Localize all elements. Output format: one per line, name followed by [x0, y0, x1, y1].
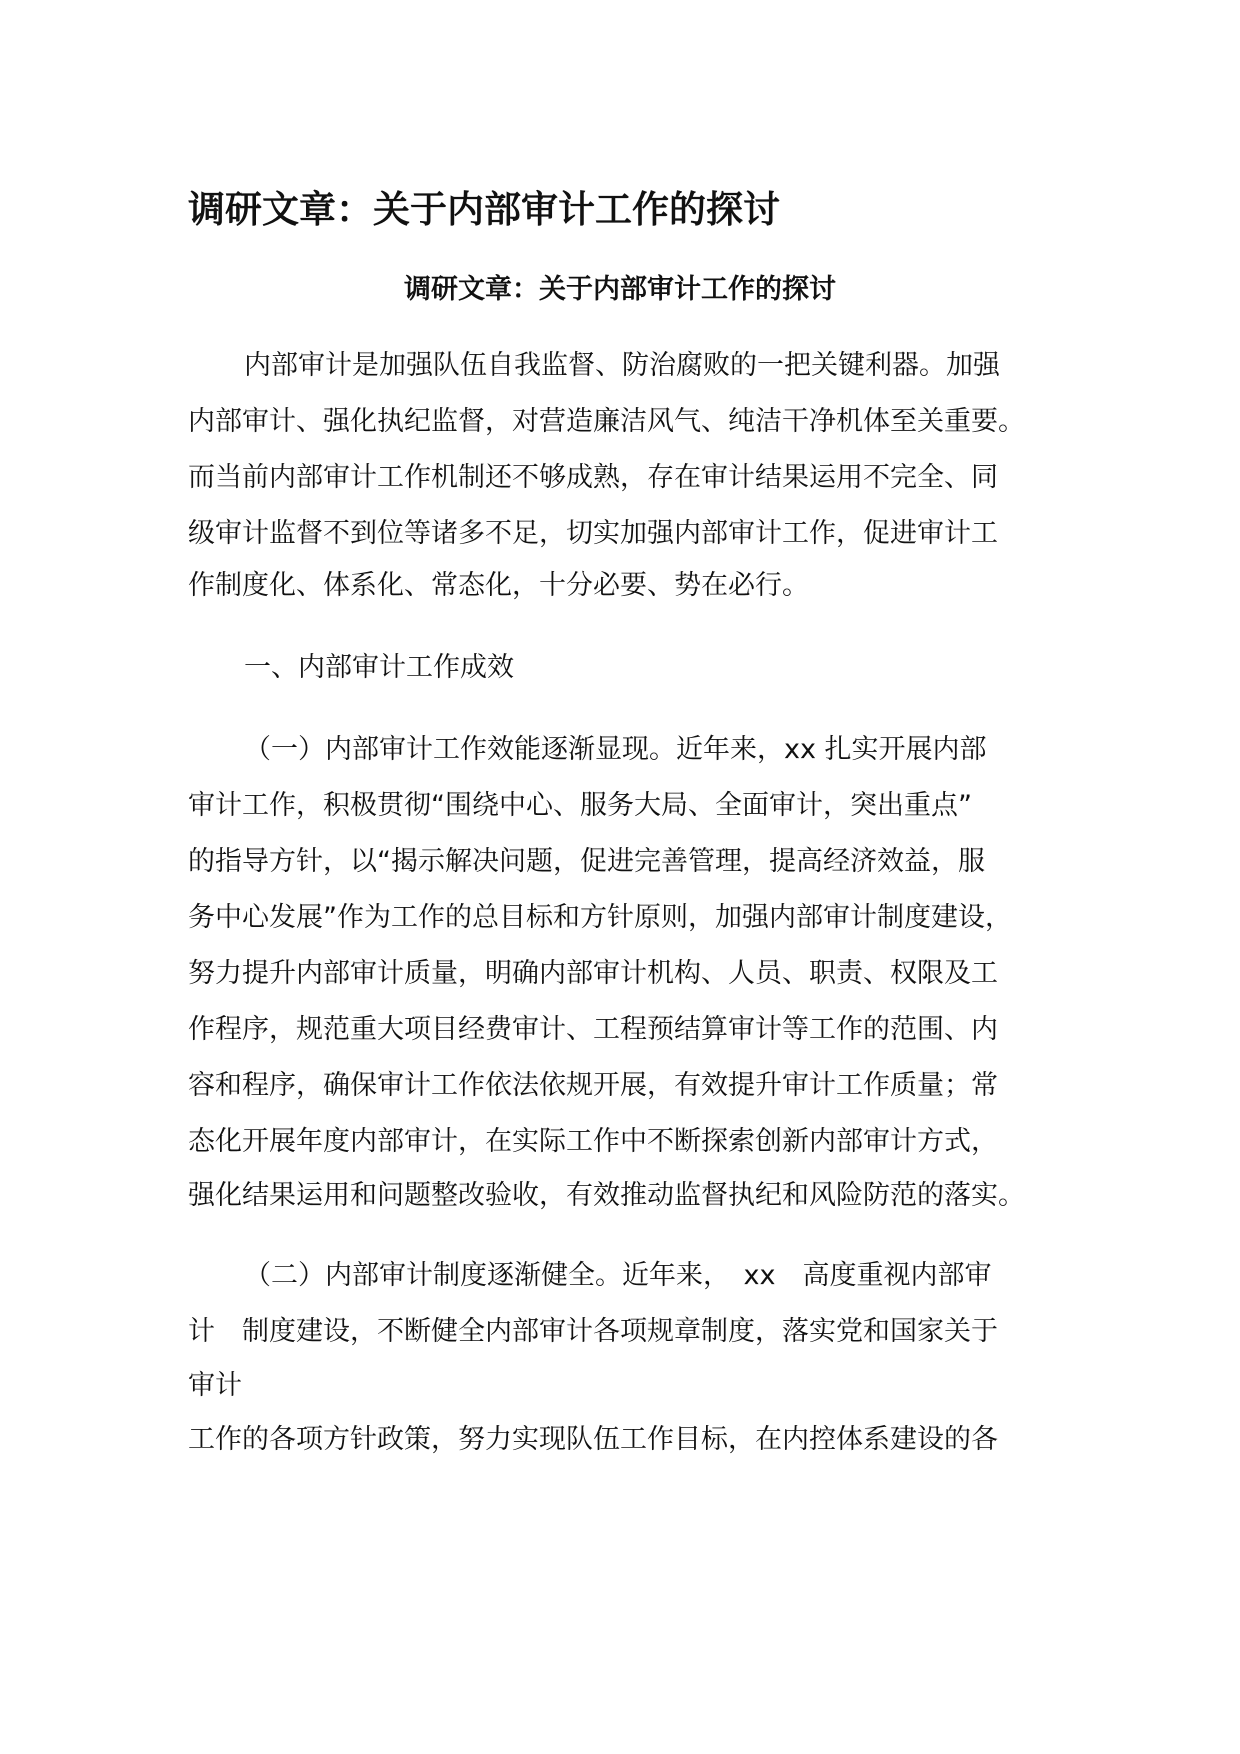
paragraph-3-line-3: 审计 — [188, 1370, 242, 1401]
paragraph-1-line-1: 内部审计是加强队伍自我监督、防治腐败的一把关键利器。加强 — [244, 350, 1000, 381]
paragraph-2-line-4: 务中心发展”作为工作的总目标和方针原则，加强内部审计制度建设， — [188, 902, 1012, 933]
paragraph-2-line-6: 作程序，规范重大项目经费审计、工程预结算审计等工作的范围、内 — [188, 1014, 998, 1045]
paragraph-2-line-1: （一）内部审计工作效能逐渐显现。近年来，xx 扎实开展内部 — [244, 734, 987, 765]
paragraph-3-line-2: 计 制度建设，不断健全内部审计各项规章制度，落实党和国家关于 — [188, 1316, 998, 1347]
paragraph-2-line-7: 容和程序，确保审计工作依法依规开展，有效提升审计工作质量；常 — [188, 1070, 998, 1101]
paragraph-3-line-1: （二）内部审计制度逐渐健全。近年来， xx 高度重视内部审 — [244, 1260, 992, 1291]
paragraph-2-line-5: 努力提升内部审计质量，明确内部审计机构、人员、职责、权限及工 — [188, 958, 998, 989]
paragraph-3-line-4: 工作的各项方针政策，努力实现队伍工作目标，在内控体系建设的各 — [188, 1424, 998, 1455]
paragraph-1-line-3: 而当前内部审计工作机制还不够成熟，存在审计结果运用不完全、同 — [188, 462, 998, 493]
paragraph-2-line-8: 态化开展年度内部审计，在实际工作中不断探索创新内部审计方式， — [188, 1126, 998, 1157]
paragraph-2-line-2: 审计工作，积极贯彻“围绕中心、服务大局、全面审计，突出重点” — [188, 790, 972, 821]
document-title: 调研文章：关于内部审计工作的探讨 — [188, 188, 780, 231]
document-subtitle: 调研文章：关于内部审计工作的探讨 — [404, 274, 836, 305]
paragraph-1-line-5: 作制度化、体系化、常态化，十分必要、势在必行。 — [188, 570, 809, 601]
paragraph-2-line-9: 强化结果运用和问题整改验收，有效推动监督执纪和风险防范的落实。 — [188, 1180, 1025, 1211]
paragraph-2-line-3: 的指导方针，以“揭示解决问题，促进完善管理，提高经济效益，服 — [188, 846, 985, 877]
section-heading-1: 一、内部审计工作成效 — [244, 652, 514, 683]
paragraph-1-line-2: 内部审计、强化执纪监督，对营造廉洁风气、纯洁干净机体至关重要。 — [188, 406, 1025, 437]
paragraph-1-line-4: 级审计监督不到位等诸多不足，切实加强内部审计工作，促进审计工 — [188, 518, 998, 549]
